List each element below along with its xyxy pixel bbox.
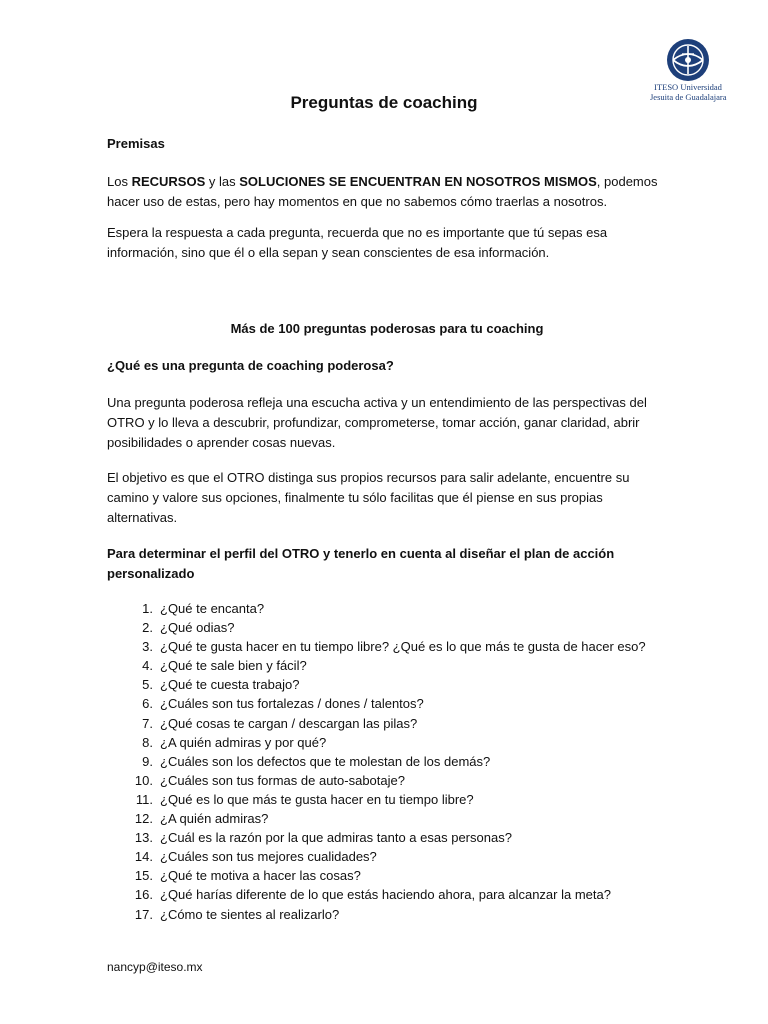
question-heading: ¿Qué es una pregunta de coaching poderosa? (107, 358, 394, 373)
list-item-number: 12. (134, 811, 153, 827)
list-item (107, 714, 677, 733)
p1-text-c: y las (205, 174, 240, 189)
list-item (107, 885, 677, 904)
list-item (107, 790, 677, 809)
list-item-number: 16. (134, 887, 153, 903)
list-item-text: ¿Cómo te sientes al realizarlo? (160, 906, 340, 922)
list-item (107, 675, 677, 694)
list-item-number: 6. (142, 696, 153, 712)
list-item (107, 733, 677, 752)
list-item-number: 1. (142, 601, 153, 616)
list-item (107, 599, 677, 618)
section-paragraph-2: El objetivo es que el OTRO distinga sus propios recursos para salir adelante, encuentre su camino y valore sus opciones, finalmente tu sólo facilitas que él piense en sus propias alternativas. (107, 470, 630, 525)
list-item-number: 3. (142, 639, 153, 655)
list-item (107, 618, 677, 637)
iteso-seal-icon (666, 38, 710, 82)
list-item-text: ¿Cuáles son tus fortalezas / dones / talentos? (160, 696, 424, 712)
list-item-text: ¿A quién admiras? (160, 811, 269, 827)
section-heading: Más de 100 preguntas poderosas para tu coaching (230, 321, 544, 336)
p1-bold-soluciones: SOLUCIONES SE ENCUENTRAN EN NOSOTROS MISMOS (239, 174, 597, 189)
list-item-number: 9. (142, 753, 153, 769)
list-item-number: 7. (142, 715, 153, 731)
list-item-text: ¿Qué te encanta? (160, 601, 265, 616)
list-item (107, 656, 677, 675)
questions-list (107, 599, 677, 924)
p1-bold-recursos: RECURSOS (131, 174, 206, 189)
list-item-number: 15. (134, 868, 153, 884)
list-item-text: ¿Qué te cuesta trabajo? (160, 677, 300, 693)
list-item-text: ¿Cuál es la razón por la que admiras tanto a esas personas? (160, 830, 512, 846)
list-item-text: ¿Cuáles son tus formas de auto-sabotaje? (160, 772, 405, 788)
premisas-paragraph-1 (107, 172, 667, 212)
list-item (107, 809, 677, 828)
premisas-heading: Premisas (107, 136, 165, 151)
list-item (107, 905, 677, 924)
premisas-paragraph-2: Espera la respuesta a cada pregunta, recuerda que no es importante que tú sepas esa información, sino que él o ella sepan y sean conscientes de esa información. (107, 225, 608, 260)
list-item-number: 11. (135, 791, 153, 807)
list-item (107, 828, 677, 847)
list-item (107, 637, 677, 656)
p1-text-a: Los (107, 174, 132, 189)
list-item (107, 847, 677, 866)
logo-line-1: ITESO Universidad (654, 82, 722, 92)
list-item (107, 694, 677, 713)
list-item-number: 14. (134, 849, 153, 865)
logo-line-2: Jesuita de Guadalajara (650, 92, 727, 102)
page-title: Preguntas de coaching (290, 93, 478, 112)
perfil-heading: Para determinar el perfil del OTRO y tenerlo en cuenta al diseñar el plan de acción personalizado (107, 546, 615, 581)
list-item-number: 4. (142, 658, 153, 674)
list-item (107, 752, 677, 771)
section-paragraph-1: Una pregunta poderosa refleja una escucha activa y un entendimiento de las perspectivas del OTRO y lo lleva a descubrir, profundizar, comprometerse, tomar acción, ganar claridad, abrir posibilidades o aprender cosas nuevas. (107, 395, 647, 450)
list-item-number: 13. (134, 830, 153, 846)
footer-email: nancyp@iteso.mx (107, 960, 203, 974)
list-item-text: ¿A quién admiras y por qué? (160, 734, 327, 750)
list-item-number: 2. (142, 620, 153, 636)
list-item-text: ¿Qué te sale bien y fácil? (160, 658, 307, 674)
list-item-text: ¿Qué es lo que más te gusta hacer en tu tiempo libre? (160, 791, 474, 807)
list-item-text: ¿Qué te gusta hacer en tu tiempo libre? ¿Qué es lo que más te gusta de hacer eso? (160, 639, 646, 655)
list-item-number: 8. (142, 734, 153, 750)
list-item (107, 866, 677, 885)
list-item-text: ¿Qué odias? (160, 620, 235, 636)
list-item-number: 17. (134, 906, 153, 922)
list-item-text: ¿Cuáles son tus mejores cualidades? (160, 849, 377, 865)
list-item-text: ¿Qué harías diferente de lo que estás haciendo ahora, para alcanzar la meta? (160, 887, 611, 903)
list-item-text: ¿Qué te motiva a hacer las cosas? (160, 868, 361, 884)
p1-text-e: , podemos hacer uso de estas, pero hay momentos en que no sabemos cómo traerlas a nosotros. (107, 174, 658, 209)
list-item-number: 10. (134, 772, 153, 788)
list-item-text: ¿Qué cosas te cargan / descargan las pilas? (160, 715, 418, 731)
list-item-text: ¿Cuáles son los defectos que te molestan de los demás? (160, 753, 491, 769)
list-item (107, 771, 677, 790)
list-item-number: 5. (142, 677, 153, 693)
